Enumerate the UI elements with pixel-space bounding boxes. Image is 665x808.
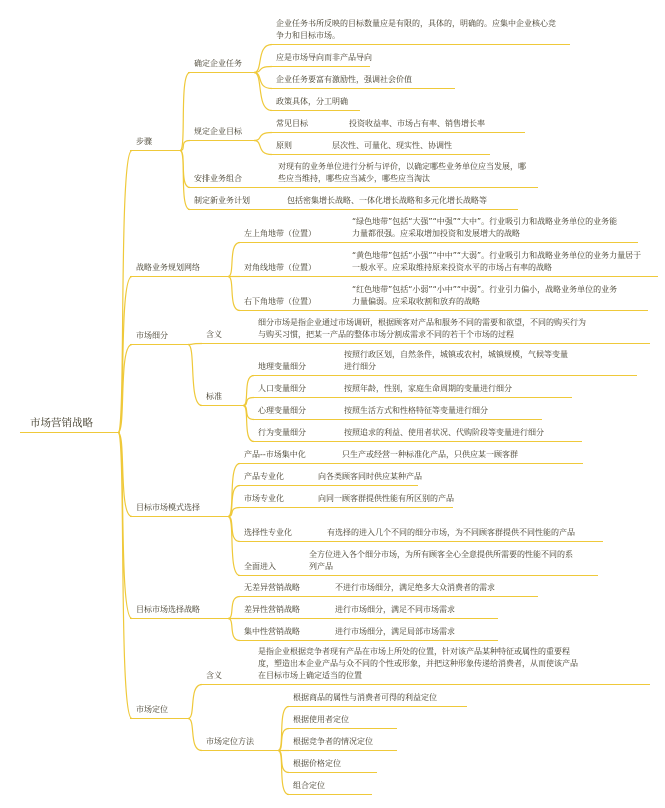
label: 规定企业目标 — [194, 127, 242, 136]
standard-item[interactable] — [252, 427, 582, 442]
topic-task[interactable] — [188, 58, 256, 73]
detail: 投资收益率、市场占有率、销售增长率 — [349, 119, 485, 128]
standard-item[interactable] — [252, 405, 542, 420]
detail: 进行市场细分，满足局部市场需求 — [335, 627, 455, 636]
segment-meaning[interactable] — [200, 314, 650, 344]
task-item[interactable] — [270, 16, 570, 45]
label: 组合定位 — [293, 781, 325, 790]
pattern-item[interactable] — [238, 449, 583, 464]
method-item[interactable] — [287, 692, 467, 707]
detail: 按照行政区划，自然条件，城镇或农村，城镇规模，气候等变量进行细分 — [344, 350, 568, 371]
root-label: 市场营销战略 — [30, 417, 93, 429]
standard-item[interactable] — [252, 383, 572, 398]
label: 产品专业化 — [244, 472, 284, 481]
detail: 层次性、可量化、现实性、协调性 — [332, 141, 452, 150]
topic-grid[interactable] — [130, 262, 230, 277]
label: 政策具体，分工明确 — [276, 97, 348, 106]
method-item[interactable] — [287, 758, 377, 773]
method-item[interactable] — [287, 780, 372, 795]
label: 左上角地带（位置） — [244, 229, 316, 238]
detail: 向各类顾客同时供应某种产品 — [318, 472, 422, 481]
goal-principle[interactable] — [270, 140, 490, 155]
label: 根据商品的属性与消费者可得的利益定位 — [293, 693, 437, 702]
label: 行为变量细分 — [258, 428, 306, 437]
label: 选择性专业化 — [244, 528, 292, 537]
label: 目标市场选择战略 — [136, 605, 200, 614]
detail: 全方位进入各个细分市场，为所有顾客全心全意提供所需要的性能不同的系列产品 — [309, 550, 573, 571]
label: 标准 — [206, 392, 222, 401]
detail: “黄色地带”包括“小强”“中中”“大弱”。行业吸引力和战略业务单位的业务力量居于一般水平。应采取维持原来投资水平的市场占有率的战略 — [352, 251, 642, 272]
grid-item[interactable] — [238, 213, 638, 243]
connector-line — [188, 685, 202, 719]
label: 企业任务要富有激励性，强调社会价值 — [276, 75, 412, 84]
label: 无差异营销战略 — [244, 583, 300, 592]
detail: 有选择的进入几个不同的细分市场，为不同顾客群提供不同性能的产品 — [327, 528, 575, 537]
label: 集中性营销战略 — [244, 627, 300, 636]
detail: 是指企业根据竞争者现有产品在市场上所处的位置，针对该产品某种特征或属性的重要程度，塑造出本企业产品与众不同的个性或形象，并把这种形象传递给消费者，从而使该产品在目标市场上确定适当的位置 — [258, 647, 578, 680]
topic-position[interactable] — [130, 704, 190, 719]
pattern-item[interactable] — [238, 512, 603, 542]
label: 根据价格定位 — [293, 759, 341, 768]
connector-line — [118, 433, 132, 619]
task-item[interactable] — [270, 96, 360, 111]
pattern-item[interactable] — [238, 471, 422, 486]
label: 原则 — [276, 141, 292, 150]
topic-portfolio[interactable] — [188, 159, 538, 188]
label: 含义 — [206, 330, 222, 339]
detail: 按照追求的利益、使用者状况、代购阶段等变量进行细分 — [344, 428, 544, 437]
label: 确定企业任务 — [194, 59, 242, 68]
label: 市场定位 — [136, 705, 168, 714]
grid-item[interactable] — [238, 281, 648, 311]
detail: 细分市场是指企业通过市场调研，根据顾客对产品和服务不同的需要和欲望，不同的购买行为与购买习惯，把某一产品的整体市场分割成需求不同的若干个市场的过程 — [258, 318, 586, 339]
standard-item[interactable] — [252, 346, 637, 376]
topic-segment[interactable] — [130, 330, 190, 345]
label: 目标市场模式选择 — [136, 503, 200, 512]
connector-line — [254, 67, 272, 73]
connector-line — [118, 277, 132, 433]
label: 含义 — [206, 671, 222, 680]
label: 对角线地带（位置） — [244, 263, 316, 272]
topic-steps[interactable] — [130, 136, 182, 151]
detail: 包括密集增长战略、一体化增长战略和多元化增长战略等 — [287, 196, 487, 205]
label: 步骤 — [136, 137, 152, 146]
detail: “红色地带”包括“小弱”“小中”“中弱”。行业引力偏小，战略业务单位的业务力量偏弱。应采取收割和放弃的战略 — [352, 285, 618, 306]
label: 应是市场导向而非产品导向 — [276, 53, 372, 62]
detail: 对现有的业务单位进行分析与评价，以确定哪些业务单位应当发展，哪些应当维持，哪些应当减少，哪些应当淘汰 — [278, 162, 526, 183]
pattern-item[interactable] — [238, 546, 598, 576]
strategy-item[interactable] — [238, 626, 498, 641]
topic-goal[interactable] — [188, 126, 256, 141]
goal-common[interactable] — [270, 118, 525, 133]
topic-pattern[interactable] — [130, 502, 230, 517]
label: 战略业务规划网络 — [136, 263, 200, 272]
label: 企业任务书所反映的目标数量应是有限的，具体的，明确的。应集中企业核心竞争力和目标市场。 — [276, 19, 556, 40]
method-item[interactable] — [287, 714, 397, 729]
detail: 进行市场细分，满足不同市场需求 — [335, 605, 455, 614]
strategy-item[interactable] — [238, 582, 538, 597]
detail: 按照年龄，性别，家庭生命周期的变量进行细分 — [344, 384, 512, 393]
detail: “绿色地带”包括“大强”“中强”“大中”。行业吸引力和战略业务单位的业务能力量都很强。应采取增加投资和发展增大的战略 — [352, 217, 618, 238]
label: 根据竞争者的情况定位 — [293, 737, 373, 746]
label: 市场定位方法 — [206, 737, 254, 746]
position-methods[interactable] — [200, 736, 280, 751]
method-item[interactable] — [287, 736, 397, 751]
label: 产品--市场集中化 — [244, 450, 306, 459]
label: 常见目标 — [276, 119, 308, 128]
task-item[interactable] — [270, 74, 455, 89]
label: 右下角地带（位置） — [244, 297, 316, 306]
label: 差异性营销战略 — [244, 605, 300, 614]
strategy-item[interactable] — [238, 604, 498, 619]
label: 市场专业化 — [244, 494, 284, 503]
connector-line — [118, 151, 132, 433]
pattern-item[interactable] — [238, 493, 453, 508]
label: 根据使用者定位 — [293, 715, 349, 724]
label: 心理变量细分 — [258, 406, 306, 415]
detail: 向同一顾客群提供性能有所区别的产品 — [318, 494, 454, 503]
detail: 按照生活方式和性格特征等变量进行细分 — [344, 406, 488, 415]
grid-item[interactable] — [238, 247, 658, 277]
detail: 不进行市场细分，满足绝多大众消费者的需求 — [335, 583, 495, 592]
task-item[interactable] — [270, 52, 370, 67]
label: 人口变量细分 — [258, 384, 306, 393]
label: 市场细分 — [136, 331, 168, 340]
root-topic[interactable] — [20, 412, 120, 433]
detail: 只生产或经营一种标准化产品，只供应某一顾客群 — [342, 450, 518, 459]
label: 制定新业务计划 — [194, 196, 250, 205]
position-meaning[interactable] — [200, 643, 650, 685]
segment-standard[interactable] — [200, 391, 245, 406]
label: 安排业务组合 — [194, 174, 242, 183]
label: 全面进入 — [244, 562, 276, 571]
topic-strategy[interactable] — [130, 604, 230, 619]
connector-line — [118, 433, 132, 719]
topic-newbiz[interactable] — [188, 195, 518, 210]
label: 地理变量细分 — [258, 362, 306, 371]
